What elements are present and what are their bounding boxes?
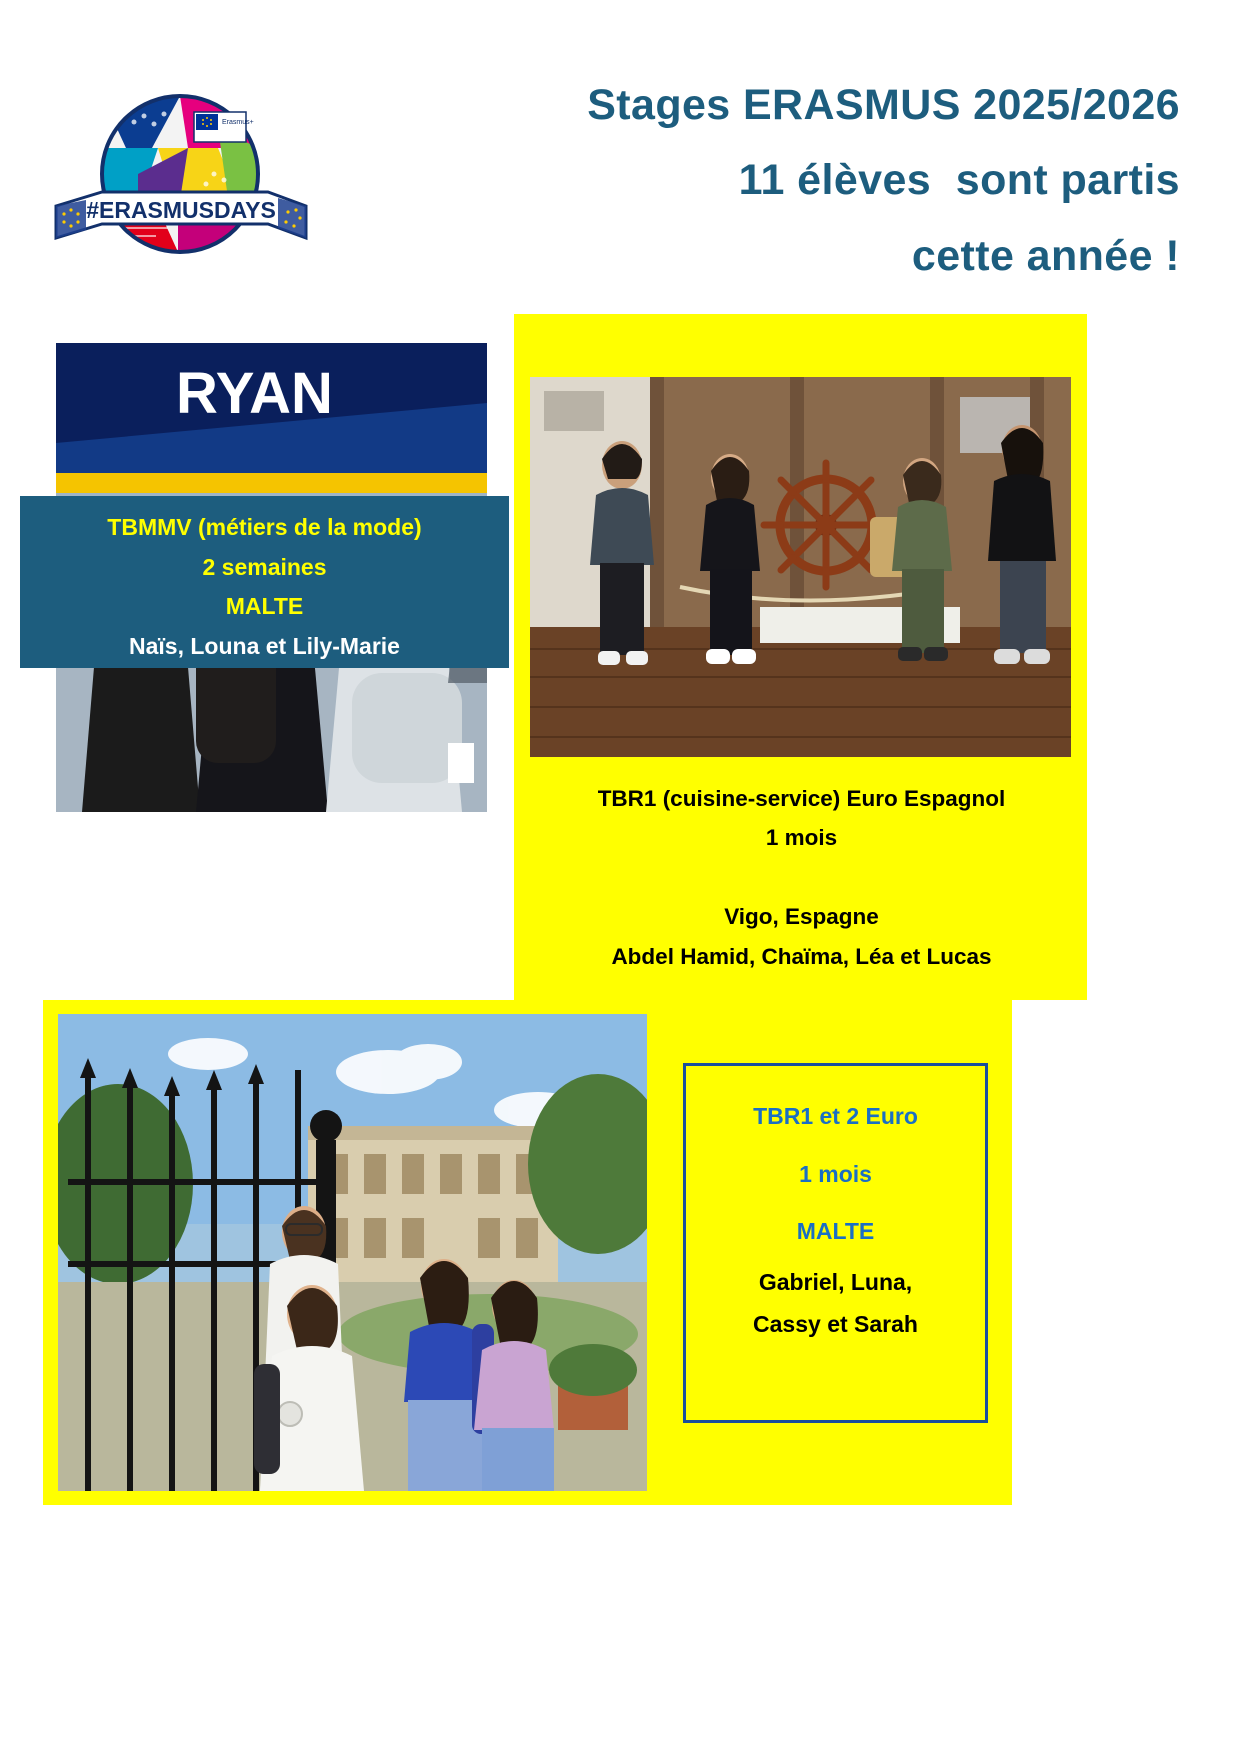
caption-malte-mode xyxy=(20,496,509,668)
svg-text:RYAN: RYAN xyxy=(176,361,333,426)
caption-line: 1 mois xyxy=(799,1160,872,1187)
caption-line: 1 mois xyxy=(765,825,838,851)
caption-line: 2 semaines xyxy=(202,553,327,580)
panel-vigo-espagne xyxy=(514,314,1087,1000)
caption-line: TBR1 (cuisine-service) Euro Espagnol xyxy=(597,786,1006,811)
title-line-3: cette année ! xyxy=(911,231,1180,280)
photo-students-ship-wheel-museum xyxy=(530,377,1071,757)
title-line-2: 11 élèves sont partis xyxy=(738,156,1180,205)
caption-line: MALTE xyxy=(225,593,304,620)
caption-line: Naïs, Louna et Lily-Marie xyxy=(129,632,400,659)
page-title xyxy=(250,68,1180,294)
caption-line: TBMMV (métiers de la mode) xyxy=(107,514,422,540)
caption-line: TBR1 et 2 Euro xyxy=(753,1103,918,1129)
photo-students-gate-garden xyxy=(58,1014,647,1491)
panel-malte-tbr xyxy=(43,1000,1012,1505)
caption-malte-tbr xyxy=(691,1088,980,1346)
caption-line-spacer xyxy=(528,858,1075,897)
svg-text:Erasmus+: Erasmus+ xyxy=(222,119,254,126)
poster-header xyxy=(0,0,1241,310)
svg-text:#ERASMUSDAYS: #ERASMUSDAYS xyxy=(86,197,276,223)
caption-line: Cassy et Sarah xyxy=(753,1311,918,1338)
caption-line: MALTE xyxy=(796,1218,875,1244)
caption-line: Abdel Hamid, Chaïma, Léa et Lucas xyxy=(611,943,992,969)
caption-line: Vigo, Espagne xyxy=(724,904,879,930)
title-line-1: Stages ERASMUS 2025/2026 xyxy=(587,81,1180,129)
caption-vigo xyxy=(528,779,1075,976)
caption-line: Gabriel, Luna, xyxy=(758,1268,913,1295)
